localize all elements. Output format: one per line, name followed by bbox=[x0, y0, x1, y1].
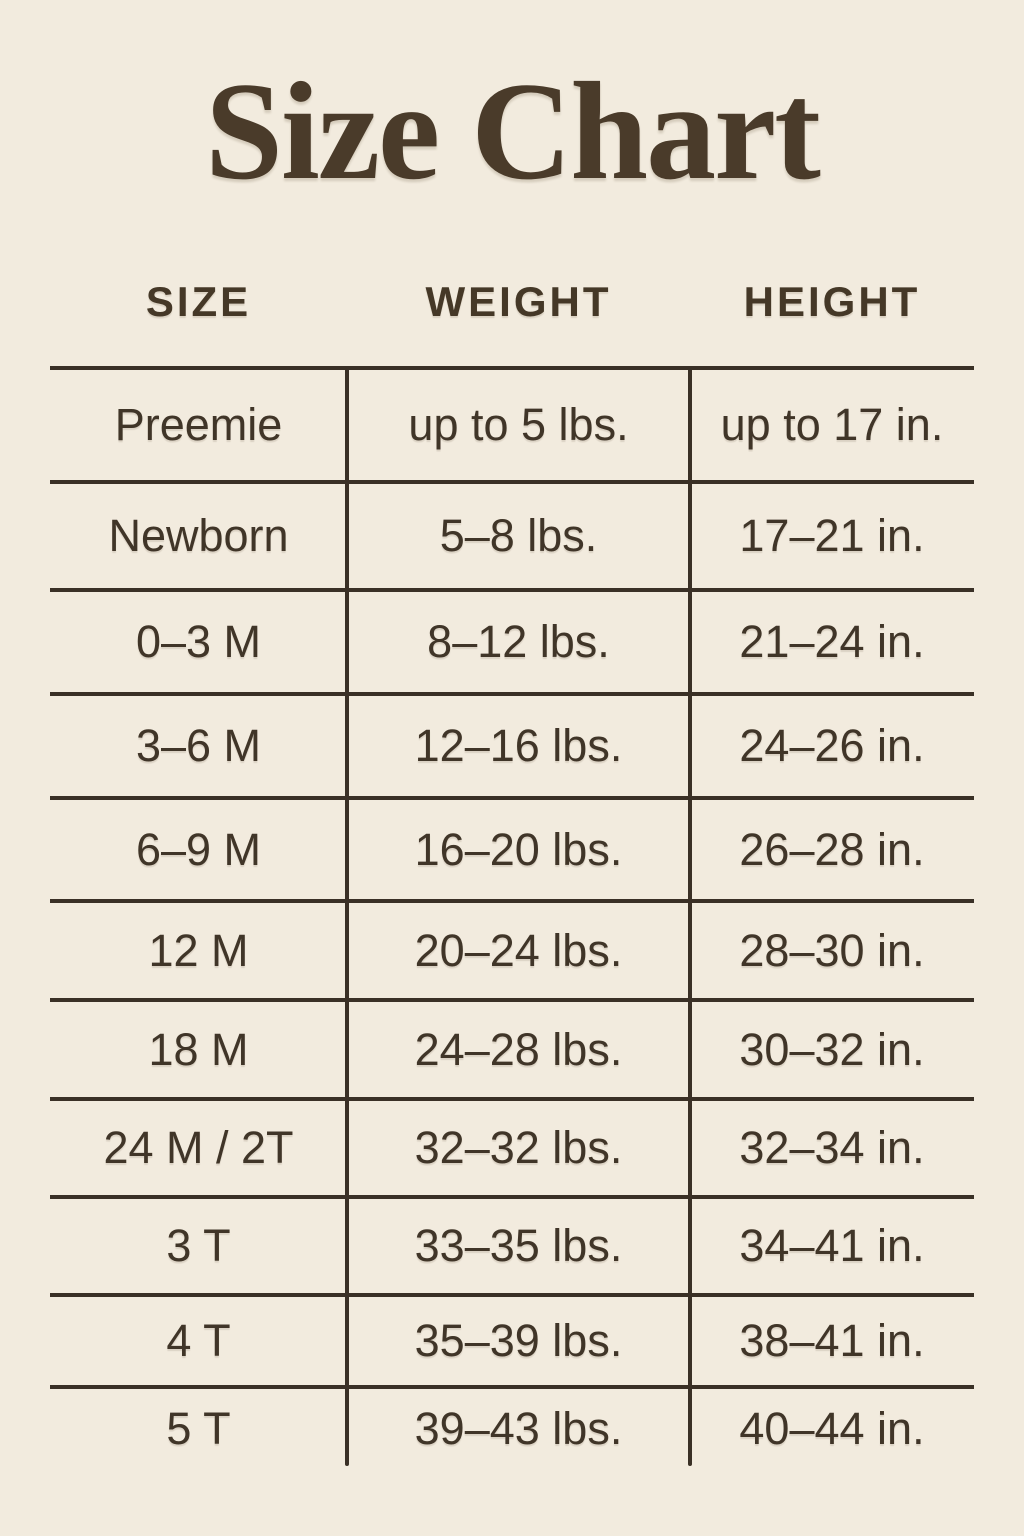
table-row bbox=[50, 588, 974, 692]
table-cell: 18 M bbox=[148, 1023, 249, 1075]
table-cell: up to 17 in. bbox=[720, 399, 944, 450]
column-header-size: SIZE bbox=[145, 278, 252, 325]
table-row bbox=[50, 692, 974, 796]
table-row bbox=[50, 480, 974, 588]
column-divider-2 bbox=[688, 366, 692, 1466]
table-cell: 16–20 lbs. bbox=[414, 823, 623, 875]
table-row bbox=[50, 366, 974, 480]
table-cell: Preemie bbox=[114, 399, 283, 450]
table-row bbox=[50, 796, 974, 899]
table-cell: 6–9 M bbox=[135, 823, 262, 875]
table-cell: 33–35 lbs. bbox=[414, 1220, 623, 1271]
table-cell: up to 5 lbs. bbox=[408, 399, 629, 450]
table-cell: 32–34 in. bbox=[739, 1122, 925, 1173]
table-cell: 39–43 lbs. bbox=[414, 1403, 623, 1454]
table-cell: 35–39 lbs. bbox=[414, 1315, 623, 1366]
table-row bbox=[50, 1097, 974, 1195]
table-cell: Newborn bbox=[108, 510, 289, 561]
table-cell: 3 T bbox=[166, 1220, 231, 1271]
table-cell: 5 T bbox=[166, 1403, 231, 1454]
table-row bbox=[50, 899, 974, 998]
table-cell: 5–8 lbs. bbox=[439, 510, 598, 561]
table-row bbox=[50, 1293, 974, 1385]
table-cell: 0–3 M bbox=[135, 616, 262, 667]
table-cell: 24 M / 2T bbox=[103, 1122, 294, 1173]
column-header-weight: WEIGHT bbox=[425, 278, 612, 325]
table-cell: 8–12 lbs. bbox=[427, 616, 610, 667]
size-table bbox=[50, 366, 974, 1469]
table-cell: 26–28 in. bbox=[739, 823, 925, 875]
table-cell: 12–16 lbs. bbox=[414, 720, 623, 771]
table-cell: 34–41 in. bbox=[739, 1220, 925, 1271]
column-divider-1 bbox=[345, 366, 349, 1466]
table-cell: 32–32 lbs. bbox=[414, 1122, 623, 1173]
table-cell: 30–32 in. bbox=[739, 1023, 925, 1075]
table-cell: 12 M bbox=[148, 924, 249, 976]
table-cell: 3–6 M bbox=[135, 720, 262, 771]
table-row bbox=[50, 998, 974, 1097]
table-row bbox=[50, 1385, 974, 1469]
table-cell: 20–24 lbs. bbox=[414, 924, 623, 976]
page-title: Size Chart bbox=[205, 54, 819, 209]
table-cell: 17–21 in. bbox=[739, 510, 925, 561]
table-cell: 21–24 in. bbox=[739, 616, 925, 667]
table-cell: 28–30 in. bbox=[739, 924, 925, 976]
table-cell: 40–44 in. bbox=[739, 1403, 925, 1454]
table-cell: 24–28 lbs. bbox=[414, 1023, 623, 1075]
table-row bbox=[50, 1195, 974, 1293]
table-cell: 24–26 in. bbox=[739, 720, 925, 771]
table-body bbox=[50, 366, 974, 1469]
table-cell: 4 T bbox=[166, 1315, 231, 1366]
column-header-height: HEIGHT bbox=[743, 278, 921, 325]
table-cell: 38–41 in. bbox=[739, 1315, 925, 1366]
table-header-row bbox=[50, 278, 974, 326]
